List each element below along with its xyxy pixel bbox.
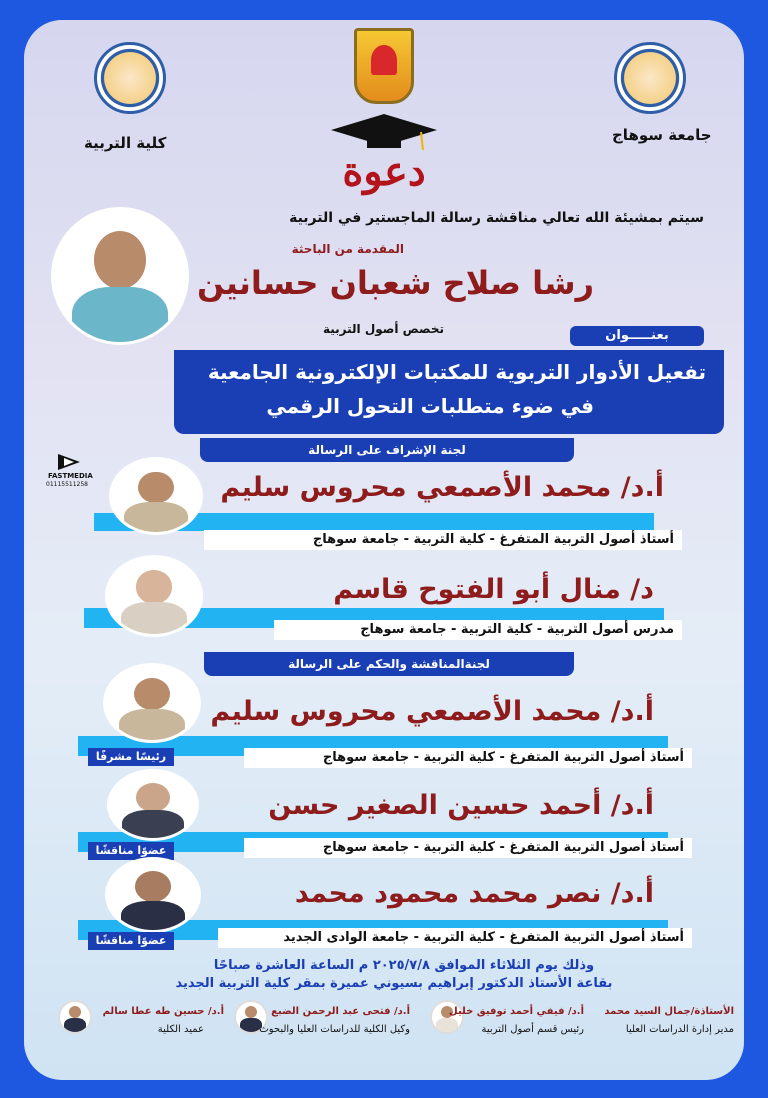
signatory-title: وكيل الكلية للدراسات العليا والبحوث <box>259 1024 410 1035</box>
specialization: تخصص أصول التربية <box>322 322 444 336</box>
committee-name: أ.د/ أحمد حسين الصغير حسن <box>268 790 654 821</box>
thesis-title-line2: في ضوء متطلبات التحول الرقمي <box>266 394 594 418</box>
schedule-line1: وذلك يوم الثلاثاء الموافق ٢٠٢٥/٧/٨ م الساعة العاشرة صباحًا <box>213 958 595 973</box>
signatory-name: أ.د/ حسين طه عطا سالم <box>102 1006 224 1017</box>
university-logo-icon <box>614 42 686 114</box>
watermark-brand: FASTMEDIA <box>48 472 93 480</box>
researcher-name: رشا صلاح شعبان حسانين <box>196 264 594 302</box>
researcher-photo <box>54 210 186 342</box>
signatory-name: الأستاذة/جمال السيد محمد <box>604 1006 734 1017</box>
supervision-heading: لجنة الإشراف على الرسالة <box>200 438 574 462</box>
committee-position: أستاذ أصول التربية المتفرغ - كلية التربية - جامعة سوهاج <box>244 748 692 768</box>
schedule-line2: بقاعة الأستاذ الدكتور إبراهيم بسيوني عميرة بمقر كلية التربية الجديد <box>175 976 613 991</box>
supervisor-name: أ.د/ محمد الأصمعي محروس سليم <box>220 472 664 503</box>
committee-photo <box>110 772 196 838</box>
graduation-cap-icon <box>329 112 439 152</box>
committee-name: أ.د/ محمد الأصمعي محروس سليم <box>210 696 654 727</box>
committee-heading: لجنةالمناقشة والحكم على الرسالة <box>204 652 574 676</box>
committee-role: رئيسًا مشرفًا <box>88 748 174 766</box>
signatory-name: أ.د/ فتحى عبد الرحمن الضبع <box>271 1006 410 1017</box>
signatory-title: عميد الكلية <box>157 1024 204 1035</box>
supervisor-position: مدرس أصول التربية - كلية التربية - جامعة سوهاج <box>274 620 682 640</box>
thesis-title-box <box>174 350 724 434</box>
committee-photo <box>108 860 198 930</box>
center-emblem-icon <box>354 28 414 104</box>
title-label: بعنـــــوان <box>570 326 704 346</box>
committee-position: أستاذ أصول التربية المتفرغ - كلية التربية - جامعة سوهاج <box>244 838 692 858</box>
signatory-title: رئيس قسم أصول التربية <box>481 1024 584 1035</box>
committee-role: عضوًا مناقشًا <box>88 842 174 860</box>
invitation-word: دعوة <box>342 148 426 195</box>
committee-name: أ.د/ نصر محمد محمود محمد <box>294 878 654 909</box>
faculty-logo-icon <box>94 42 166 114</box>
committee-role: عضوًا مناقشًا <box>88 932 174 950</box>
invitation-card <box>24 20 744 1080</box>
committee-photo <box>106 666 198 740</box>
intro-line: سيتم بمشيئة الله تعالي مناقشة رسالة الماجستير في التربية <box>289 210 704 226</box>
university-logo-label: جامعة سوهاج <box>612 126 712 144</box>
signatory-title: مدير إدارة الدراسات العليا <box>625 1024 734 1035</box>
committee-position: أستاذ أصول التربية المتفرغ - كلية التربية - جامعة الوادى الجديد <box>218 928 692 948</box>
supervisor-name: د/ منال أبو الفتوح قاسم <box>333 574 654 605</box>
watermark-phone: 01115511258 <box>46 481 88 488</box>
signatory-name: أ.د/ فيفي أحمد توفيق خليل <box>449 1006 584 1017</box>
thesis-title-line1: تفعيل الأدوار التربوية للمكتبات الإلكترونية الجامعية <box>207 360 706 384</box>
supervisor-photo <box>108 558 200 634</box>
faculty-logo-label: كلية التربية <box>84 134 167 152</box>
supervisor-position: أستاذ أصول التربية المتفرغ - كلية التربية - جامعة سوهاج <box>204 530 682 550</box>
presented-by-label: المقدمة من الباحثة <box>291 242 404 256</box>
supervisor-photo <box>112 460 200 532</box>
